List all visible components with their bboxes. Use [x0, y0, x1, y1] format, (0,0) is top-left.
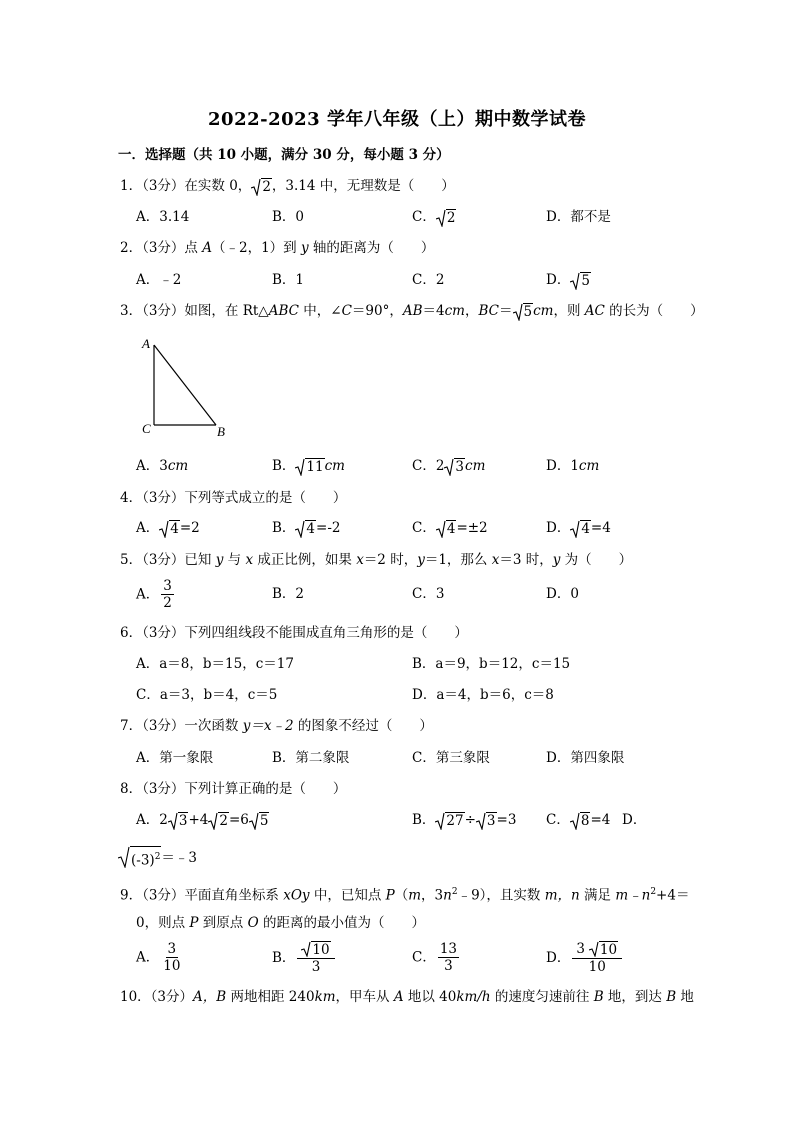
question-2: 2．（3分）点 A（﹣2，1）到 y 轴的距离为（ ）	[120, 240, 435, 256]
q8-option-d: $(-3)^2$ ＝﹣3	[118, 846, 197, 871]
question-7: 7．（3分）一次函数 y＝x﹣2 的图象不经过（ ）	[120, 718, 433, 734]
q9-option-b: B． $\frac{10}{3}$	[272, 941, 337, 975]
q5-option-b: B．2	[272, 586, 305, 602]
q5-option-a: A． $\frac{3}{2}$	[136, 578, 172, 611]
q8-option-d-label: D．	[622, 812, 647, 828]
question-10: 10．（3分）A，B 两地相距 240km，甲车从 A 地以 40km/h 的速度匀速前往 B 地，到达 B 地	[120, 989, 694, 1005]
vertex-c-label: C	[142, 421, 151, 436]
q1-option-a: A．3.14	[136, 209, 190, 225]
question-8: 8．（3分）下列计算正确的是（ ）	[120, 781, 347, 797]
q6-option-d: D．a＝4，b＝6，c＝8	[412, 687, 554, 703]
q8-option-a: A．2 3 +4 2 =6 5	[136, 812, 269, 829]
q9-option-c: C． $\frac{13}{3}$	[412, 941, 458, 974]
q2-option-b: B．1	[272, 272, 305, 288]
q2-option-d: D． 5	[546, 272, 590, 289]
q5-option-c: C．3	[412, 586, 445, 602]
q8-option-c: C． 8 =4	[546, 812, 611, 829]
q3-option-b: B． 11 cm	[272, 458, 345, 475]
question-3: 3．（3分）如图，在 Rt△ABC 中，∠C＝90°，AB＝4cm，BC＝ 5 cm，则 AC 的长为（ ）	[120, 303, 704, 320]
section-heading: 一．选择题（共 10 小题，满分 30 分，每小题 3 分）	[118, 147, 450, 163]
q4-option-c: C． 4 =±2	[412, 520, 488, 537]
q7-option-c: C．第三象限	[412, 750, 490, 766]
question-9-line-2: 0，则点 P 到原点 O 的距离的最小值为（ ）	[136, 915, 425, 931]
sqrt-sign: 2	[251, 178, 272, 196]
vertex-b-label: B	[217, 424, 225, 439]
q3-option-d: D．1cm	[546, 458, 600, 474]
question-1: 1．（3分）在实数 0， 2 ，3.14 中，无理数是（ ）	[120, 178, 455, 195]
q7-option-b: B．第二象限	[272, 750, 350, 766]
q3-option-a: A．3cm	[136, 458, 189, 474]
q7-option-d: D．第四象限	[546, 750, 625, 766]
q5-option-d: D．0	[546, 586, 579, 602]
q3-option-c: C．2 3 cm	[412, 458, 486, 475]
q2-option-c: C．2	[412, 272, 445, 288]
q8-option-b: B． 27 ÷ 3 =3	[412, 812, 517, 829]
q6-option-a: A．a＝8，b＝15，c＝17	[136, 656, 294, 672]
question-9-line-1: 9．（3分）平面直角坐标系 xOy 中，已知点 P（m，$3n^2﹣9$），且实数 m，n 满足 $m﹣n^2+4=$	[120, 887, 690, 904]
q4-option-a: A． 4 =2	[136, 520, 200, 537]
q4-option-d: D． 4 =4	[546, 520, 611, 537]
q2-option-a: A．﹣2	[136, 272, 182, 288]
q6-option-c: C．a＝3，b＝4，c＝5	[136, 687, 278, 703]
exam-title: 2022-2023 学年八年级（上）期中数学试卷	[208, 109, 586, 130]
q9-option-a: A． $\frac{3}{10}$	[136, 941, 181, 974]
question-5: 5．（3分）已知 y 与 x 成正比例，如果 x＝2 时，y＝1，那么 x＝3 时，y 为（ ）	[120, 552, 633, 568]
q6-option-b: B．a＝9，b＝12，c＝15	[412, 656, 571, 672]
q1-option-d: D．都不是	[546, 209, 611, 225]
q4-option-b: B． 4 =-2	[272, 520, 341, 537]
question-4: 4．（3分）下列等式成立的是（ ）	[120, 490, 347, 506]
q9-option-d: D． 3 10 10	[546, 941, 624, 975]
right-triangle-figure	[140, 335, 240, 440]
q1-option-c: C． 2	[412, 209, 456, 226]
vertex-a-label: A	[142, 336, 150, 351]
question-6: 6．（3分）下列四组线段不能围成直角三角形的是（ ）	[120, 625, 468, 641]
q1-option-b: B．0	[272, 209, 305, 225]
q7-option-a: A．第一象限	[136, 750, 214, 766]
